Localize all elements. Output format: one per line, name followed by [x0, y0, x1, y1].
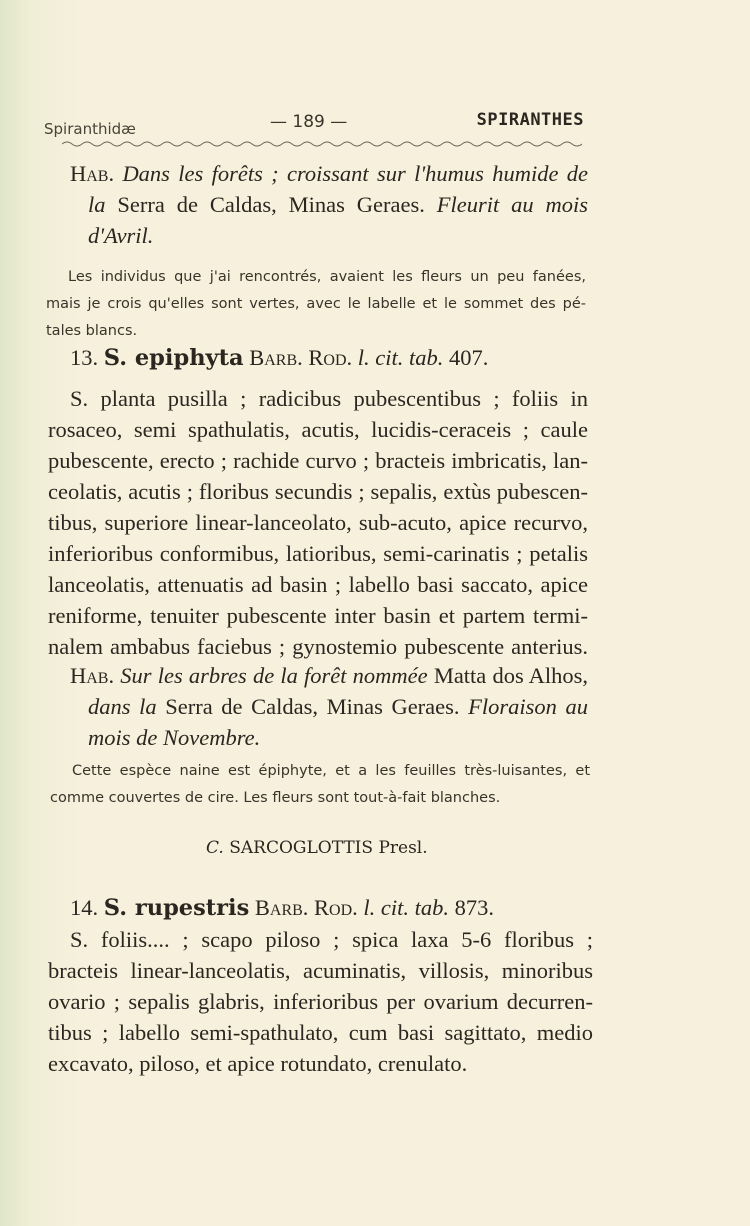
- description-13-line: rosaceo, semi spathulatis, acutis, lucidis-ceraceis ; caule: [48, 417, 588, 442]
- section-letter: C.: [206, 838, 224, 858]
- habitat-2-line-2: [48, 691, 588, 722]
- note-paragraph-2: [50, 758, 590, 812]
- habitat-1-flowering: Fleurit au mois: [436, 192, 589, 217]
- note-1-line: tales blancs.: [46, 323, 138, 339]
- species-13-author: Barb. Rod.: [249, 345, 353, 370]
- species-13-description: [48, 383, 588, 662]
- note-1-line: Les individus que j'ai rencontrés, avaient les fleurs un peu fanées,: [68, 269, 586, 285]
- species-14-plate: 873.: [454, 895, 495, 920]
- note-paragraph-1: [46, 264, 586, 345]
- description-13-line: ceolatis, acutis ; floribus secundis ; sepalis, extùs pubescen-: [48, 479, 588, 504]
- header-family: Spiranthidæ: [44, 120, 136, 138]
- section-heading: [206, 838, 428, 858]
- species-14-heading-line: [48, 892, 588, 924]
- species-14-heading: [48, 892, 588, 924]
- habitat-2-line-1: [48, 660, 588, 691]
- description-14-line: bracteis linear-lanceolatis, acuminatis, villosis, minoribus: [48, 958, 593, 983]
- hab-label: Hab.: [70, 663, 115, 688]
- species-14-name: S. rupestris: [103, 895, 250, 921]
- description-13-line: S. planta pusilla ; radicibus pubescentibus ; foliis in: [70, 386, 588, 411]
- species-13-number: 13.: [70, 345, 99, 370]
- species-14-description: [48, 924, 593, 1079]
- description-13-line: nalem ambabus faciebus ; gynostemio pubescente anterius.: [48, 634, 588, 659]
- habitat-2-locality-name: Matta dos Alhos,: [433, 663, 589, 688]
- species-13-heading: [48, 342, 588, 374]
- hab-label: Hab.: [70, 161, 115, 186]
- habitat-2-dans-la: dans la: [88, 694, 157, 719]
- description-13-line: lanceolatis, attenuatis ad basin ; labello basi saccato, apice: [48, 572, 588, 597]
- habitat-1-line-1: [48, 158, 588, 189]
- habitat-1-locality: Serra de Caldas, Minas Geraes.: [117, 192, 425, 217]
- species-14-number: 14.: [70, 895, 99, 920]
- habitat-paragraph-2: [48, 660, 588, 753]
- description-14-line: ovario ; sepalis glabris, inferioribus per ovarium decurren-: [48, 989, 593, 1014]
- habitat-2-locality: Serra de Caldas, Minas Geraes.: [165, 694, 460, 719]
- section-name: SARCOGLOTTIS Presl.: [229, 838, 428, 858]
- note-2-line: Cette espèce naine est épiphyte, et a les feuilles très-luisantes, et: [72, 763, 590, 779]
- page-header: [44, 108, 584, 138]
- description-13-line: tibus, superiore linear-lanceolato, sub-acuto, apice recurvo,: [48, 510, 588, 535]
- note-2-line: comme couvertes de cire. Les fleurs sont tout-à-fait blanches.: [50, 790, 501, 806]
- description-13-line: inferioribus conformibus, latioribus, semi-carinatis ; petalis: [48, 541, 588, 566]
- habitat-1-line-3: d'Avril.: [88, 223, 154, 248]
- page-number: — 189 —: [270, 112, 348, 132]
- description-13-line: pubescente, erecto ; rachide curvo ; bracteis imbricatis, lan-: [48, 448, 588, 473]
- habitat-paragraph-1: [48, 158, 588, 251]
- habitat-2-flowering: Floraison au: [468, 694, 589, 719]
- species-13-reference: l. cit. tab.: [357, 345, 444, 370]
- habitat-1-line-2: [48, 189, 588, 220]
- habitat-2-text: Sur les arbres de la forêt nommée: [120, 663, 428, 688]
- header-genus: SPIRANTHES: [476, 110, 584, 130]
- species-13-plate: 407.: [449, 345, 489, 370]
- description-14-line: S. foliis.... ; scapo piloso ; spica laxa 5-6 floribus ;: [70, 927, 593, 952]
- habitat-1-la: la: [88, 192, 106, 217]
- habitat-2-line-3: mois de Novembre.: [88, 725, 261, 750]
- note-1-line: mais je crois qu'elles sont vertes, avec le labelle et le sommet des pé-: [46, 296, 586, 312]
- wavy-header-rule: [62, 140, 582, 148]
- species-13-heading-line: [48, 342, 588, 374]
- description-14-line: tibus ; labello semi-spathulato, cum basi sagittato, medio: [48, 1020, 593, 1045]
- description-14-line: excavato, piloso, et apice rotundato, crenulato.: [48, 1051, 468, 1076]
- habitat-1-text: Dans les forêts ; croissant sur l'humus humide de: [122, 161, 589, 186]
- species-14-reference: l. cit. tab.: [363, 895, 450, 920]
- species-13-name: S. epiphyta: [103, 345, 244, 371]
- description-13-line: reniforme, tenuiter pubescente inter basin et partem termi-: [48, 603, 588, 628]
- species-14-author: Barb. Rod.: [254, 895, 358, 920]
